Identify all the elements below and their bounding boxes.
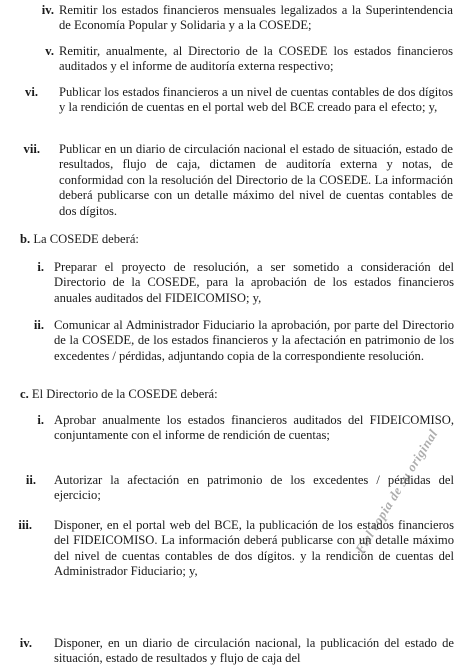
item-text: Preparar el proyecto de resolución, a ser sometido a consideración del Directorio de la COSEDE, para la aprobación de los estados financieros anuales auditados del FIDEICOMISO; y, — [54, 260, 454, 305]
item-number: iv. — [41, 3, 54, 17]
item-text: Comunicar al Administrador Fiduciario la aprobación, por parte del Directorio de la COSEDE, de los estados financieros y la afectación en patrimonio de los excedentes / pérdidas, adjuntando copia de la correspondiente resolución. — [54, 318, 454, 363]
section-letter: c. — [20, 387, 29, 401]
section-letter: b. — [20, 232, 31, 246]
item-text: Aprobar anualmente los estados financieros auditados del FIDEICOMISO, conjuntamente con el informe de rendición de cuentas; — [54, 413, 454, 443]
item-text: Remitir, anualmente, al Directorio de la COSEDE los estados financieros auditados y el informe de auditoría externa respectivo; — [59, 44, 453, 74]
item-text: Publicar los estados financieros a un nivel de cuentas contables de dos dígitos y la rendición de cuentas en el portal web del BCE creado para el efecto; y, — [59, 85, 453, 115]
item-number: iii. — [18, 518, 32, 532]
section-title: El Directorio de la COSEDE deberá: — [31, 387, 218, 401]
section-title: La COSEDE deberá: — [33, 232, 139, 246]
item-number: ii. — [25, 473, 36, 487]
item-number: vi. — [25, 85, 38, 99]
item-text: Autorizar la afectación en patrimonio de los excedentes / pérdidas del ejercicio; — [54, 473, 454, 503]
certification-stamp: Fiel copia de su original — [352, 426, 441, 556]
item-number: i. — [37, 413, 44, 427]
section-b-heading — [20, 232, 139, 247]
section-c-heading — [20, 387, 218, 402]
item-number: v. — [45, 44, 54, 58]
item-text: Disponer, en un diario de circulación nacional, la publicación del estado de situación, estado de resultados y flujo de caja del — [54, 636, 454, 666]
item-text: Remitir los estados financieros mensuales legalizados a la Superintendencia de Economía Popular y Solidaria y a la COSEDE; — [59, 3, 453, 33]
item-number: iv. — [19, 636, 32, 650]
item-text: Publicar en un diario de circulación nacional el estado de situación, estado de resultados, flujo de caja, dictamen de auditoría externa y notas, de conformidad con la resolución del Directorio de la COSEDE. La información deberá publicarse con un detalle máximo del nivel de cuentas contables de dos dígitos. — [59, 142, 453, 218]
item-number: ii. — [33, 318, 44, 332]
item-number: i. — [37, 260, 44, 274]
item-number: vii. — [23, 142, 40, 156]
item-text: Disponer, en el portal web del BCE, la publicación de los estados financieros del FIDEICOMISO. La información deberá publicarse con un detalle máximo del nivel de cuentas contables de dos dígitos. y la rendición de cuentas del Administrador Fiduciario; y, — [54, 518, 454, 579]
